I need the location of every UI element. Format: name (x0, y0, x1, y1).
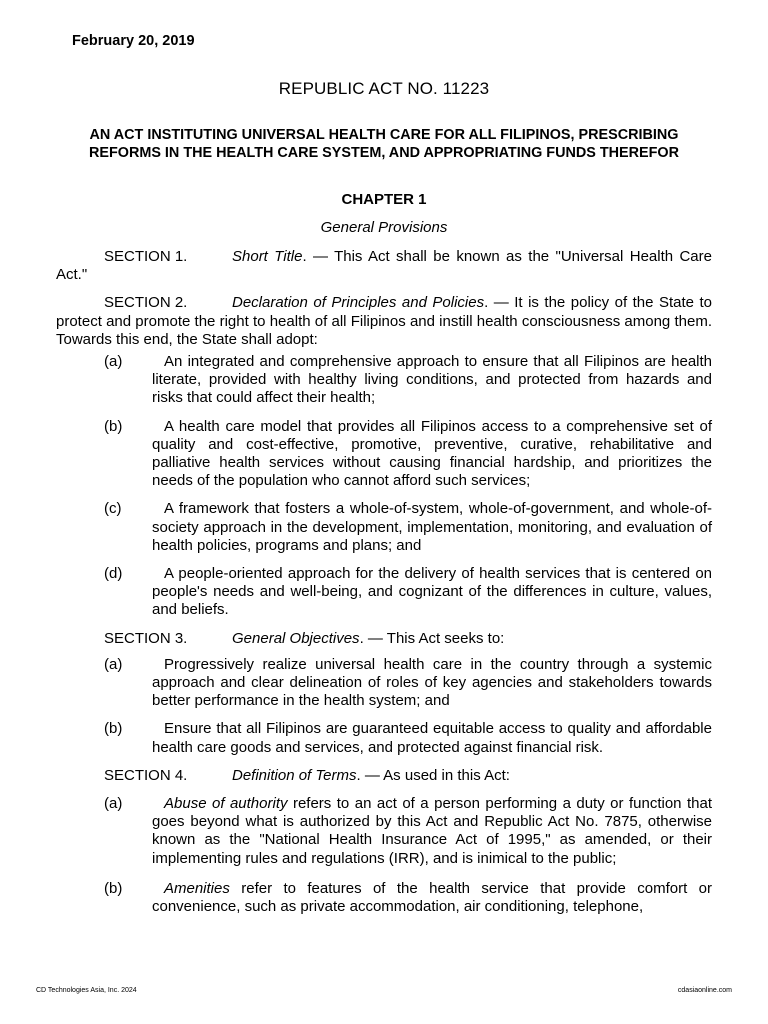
act-title: REPUBLIC ACT NO. 11223 (278, 79, 490, 98)
act-subtitle: AN ACT INSTITUTING UNIVERSAL HEALTH CARE FOR ALL FILIPINOS, PRESCRIBING REFORMS IN THE HEALTH CARE SYSTEM, AND APPROPRIATING FUNDS THEREFOR (88, 127, 680, 161)
section-label: SECTION 4. (104, 766, 188, 784)
section-2 (56, 294, 712, 349)
section-title: Short Title (232, 248, 303, 265)
list-item (56, 418, 712, 491)
defined-term: Amenities (164, 879, 230, 897)
chapter-label: CHAPTER 1 (341, 191, 427, 208)
item-label: (b) (104, 879, 123, 897)
section-title: General Objectives (232, 629, 360, 647)
footer-copyright: CD Technologies Asia, Inc. 2024 (36, 987, 137, 994)
footer-site: cdasiaonline.com (677, 987, 732, 994)
section-1 (56, 248, 712, 284)
item-label: (b) (104, 720, 123, 738)
item-text: An integrated and comprehensive approach to ensure that all Filipinos are health literate, provided with healthy living conditions, and protected from hazards and risks that could affect their health; (152, 353, 712, 407)
list-item (56, 880, 712, 916)
list-item (56, 565, 712, 620)
section-4 (56, 767, 712, 785)
list-item (56, 720, 712, 756)
section-label: SECTION 2. (104, 294, 188, 312)
list-item (56, 500, 712, 555)
section-3 (56, 630, 712, 648)
section-label: SECTION 1. (104, 248, 188, 265)
item-text (152, 880, 712, 916)
section-text: . — As used in this Act: (356, 766, 510, 784)
item-text: A framework that fosters a whole-of-system, whole-of-government, and whole-of-society approach in the development, implementation, monitoring, and evaluation of health policies, programs and plans; and (152, 500, 712, 554)
list-item (56, 656, 712, 711)
definition-text: refers to an act of a person performing a duty or function that goes beyond what is authorized by this Act and Republic Act No. 7875, otherwise known as the "National Health Insurance Act of 1995," as amended, or their implementing rules and regulations (IRR), and is inimical to the public; (152, 795, 712, 867)
item-text: A health care model that provides all Filipinos access to a comprehensive set of quality and cost-effective, promotive, preventive, curative, rehabilitative and palliative health services without causing financial hardship, and prioritizes the needs of the population who cannot afford such services; (152, 417, 712, 490)
item-label: (a) (104, 795, 123, 813)
section-label: SECTION 3. (104, 629, 188, 647)
list-item (56, 795, 712, 868)
section-text: . — It is the policy of the State to protect and promote the right to health of all Filipinos and instill health consciousness among them. Towards this end, the State shall adopt: (56, 294, 712, 348)
item-text: Ensure that all Filipinos are guaranteed equitable access to quality and affordable health care goods and services, and protected against financial risk. (152, 720, 712, 756)
item-label: (c) (104, 500, 122, 518)
item-text: Progressively realize universal health care in the country through a systemic approach and clear delineation of roles of key agencies and stakeholders towards better performance in the health system; and (152, 655, 712, 710)
item-text (152, 795, 712, 868)
item-label: (b) (104, 417, 123, 435)
item-label: (a) (104, 655, 123, 673)
section-title: Declaration of Principles and Policies (232, 294, 485, 312)
section-title: Definition of Terms (232, 766, 357, 784)
definition-text: refer to features of the health service that provide comfort or convenience, such as private accommodation, air conditioning, telephone, (152, 879, 712, 916)
list-item (56, 353, 712, 408)
item-text: A people-oriented approach for the delivery of health services that is centered on people's needs and well-being, and cognizant of the differences in culture, values, and beliefs. (152, 565, 712, 619)
item-label: (a) (104, 353, 123, 371)
document-date: February 20, 2019 (72, 33, 195, 49)
document-body (56, 248, 712, 926)
section-text: . — This Act shall be known as the "Universal Health Care Act." (56, 248, 712, 284)
defined-term: Abuse of authority (164, 795, 288, 813)
item-label: (d) (104, 565, 123, 583)
section-text: . — This Act seeks to: (359, 629, 505, 647)
chapter-name: General Provisions (320, 219, 448, 236)
